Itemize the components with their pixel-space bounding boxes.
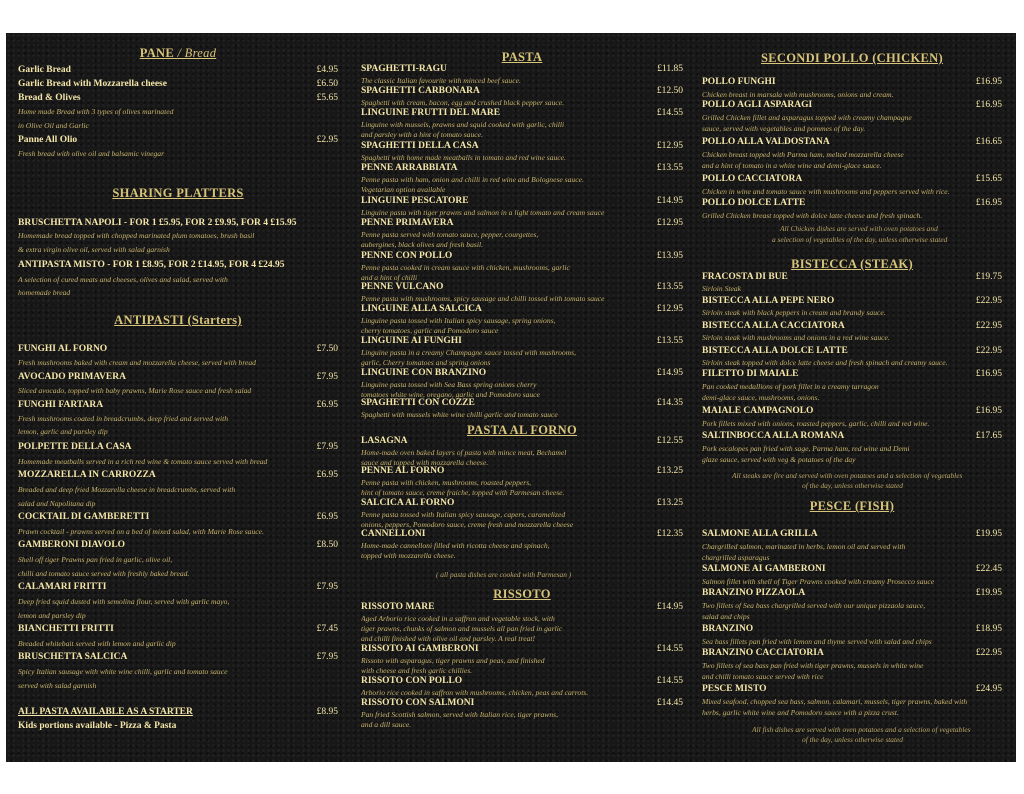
menu-item-vulcano: PENNE VULCANO £13.55 <box>361 282 683 292</box>
item-description: lemon and parsley dip <box>18 611 86 620</box>
item-description: Penne pasta served with tomato sauce, pepper, courgettes, <box>361 230 539 239</box>
item-description: Prawn cocktail - prawns served on a bed of mixed salad, with Marie Rose sauce. <box>18 527 264 536</box>
item-description: salad and chips <box>702 612 750 621</box>
item-description: Fresh mushrooms coated in breadcrumbs, deep fried and served with <box>18 414 229 423</box>
item-description: Homemade meatballs served in a rich red wine & tomato sauce served with bread <box>18 457 268 466</box>
menu-item-bianchetti: BIANCHETTI FRITTI £7.45 <box>18 624 338 634</box>
steak-note: All steaks are fire and served with oven potatoes and a selection of vegetables <box>732 471 963 480</box>
menu-item-garlic-bread: Garlic Bread £4.95 <box>18 65 338 75</box>
menu-item-saltimbocca: SALTINBOCCA ALLA ROMANA £17.65 <box>702 431 1002 441</box>
menu-item-risotto-salmone: RISSOTO CON SALMONI £14.45 <box>361 698 683 708</box>
menu-item-bruschetta-napoli: BRUSCHETTA NAPOLI - FOR 1 £5.95, FOR 2 £9.95, FOR 4 £15.95 <box>18 218 297 228</box>
menu-item-garlic-bread-mozzarella: Garlic Bread with Mozzarella cheese £6.50 <box>18 79 338 89</box>
menu-item-risotto-mare: RISSOTO MARE £14.95 <box>361 602 683 612</box>
chicken-note: All Chicken dishes are served with oven potatoes and <box>780 224 938 233</box>
menu-item-ai-funghi: LINGUINE AI FUNGHI £13.55 <box>361 336 683 346</box>
item-description: Breaded and deep fried Mozzarella cheese in breadcrumbs, served with <box>18 485 236 494</box>
item-description: Sliced avocado, topped with baby prawns, Marie Rose sauce and fresh salad <box>18 386 252 395</box>
item-description: hint of tomato sauce, creme fraiche, topped with Parmesan cheese. <box>361 488 565 497</box>
menu-item-pollo-valdostana: POLLO ALLA VALDOSTANA £16.65 <box>702 137 1002 147</box>
item-description: and a hint of tomato in a white wine and demi-glace sauce. <box>702 161 882 170</box>
menu-item-antipasta-misto: ANTIPASTA MISTO - FOR 1 £8.95, FOR 2 £14.95, FOR 4 £24.95 <box>18 260 285 270</box>
item-description: Deep fried squid dusted with semolina flour, served with garlic mayo, <box>18 597 230 606</box>
item-description: cherry tomatoes, garlic and Pomodoro sauce <box>361 326 499 335</box>
item-description: Breaded whitebait served with lemon and garlic dip <box>18 639 176 648</box>
item-description: Linguine with mussels, prawns and squid cooked with garlic, chilli <box>361 120 565 129</box>
menu-item-risotto-pollo: RISSOTO CON POLLO £14.55 <box>361 676 683 686</box>
item-description: Grilled Chicken fillet and asparagus topped with creamy champagne <box>702 113 912 122</box>
menu-item-branzino-cacciatoria: BRANZINO CACCIATORIA £22.95 <box>702 648 1002 658</box>
menu-item-carbonara: SPAGHETTI CARBONARA £12.50 <box>361 86 683 96</box>
menu-item-con-pollo: PENNE CON POLLO £13.95 <box>361 251 683 261</box>
menu-item-bistecca-pepe: BISTECCA ALLA PEPE NERO £22.95 <box>702 296 1002 306</box>
item-description: aubergines, black olives and fresh basil. <box>361 240 483 249</box>
menu-item-spaghetti-ragu: SPAGHETTI-RAGU £11.85 <box>361 64 683 74</box>
menu-item-pollo-cacciatora: POLLO CACCIATORA £15.65 <box>702 174 1002 184</box>
item-description: Spicy Italian sausage with white wine chilli, garlic and tomato sauce <box>18 667 228 676</box>
item-description: Aged Arborio rice cooked in a saffron and vegetable stock, with <box>361 614 555 623</box>
item-description: Home-made cannelloni filled with ricotta cheese and spinach, <box>361 541 550 550</box>
menu-item-polpette: POLPETTE DELLA CASA £7.95 <box>18 442 338 452</box>
menu-item-funghi-fartara: FUNGHI FARTARA £6.95 <box>18 400 338 410</box>
menu-item-bread-olives: Bread & Olives £5.65 <box>18 93 338 103</box>
item-description: glaze sauce, served with veg & potatoes of the day <box>702 455 856 464</box>
item-description: Linguine pasta with tiger prawns and salmon in a light tomato and cream sauce <box>361 208 605 217</box>
item-description: Sirloin steak topped with dolce latte cheese and fresh spinach and creamy sauce. <box>702 358 948 367</box>
menu-item-maiale: MAIALE CAMPAGNOLO £16.95 <box>702 406 1002 416</box>
item-description: Pan cooked medallions of pork fillet in a creamy tarragon <box>702 382 879 391</box>
item-description: Vegetarian option available <box>361 185 446 194</box>
item-description: Salmon fillet with shell of Tiger Prawns cooked with creamy Prosecco sauce <box>702 577 935 586</box>
menu-item-pollo-asparagi: POLLO AGLI ASPARAGI £16.95 <box>702 100 1002 110</box>
menu-item-funghi-forno: FUNGHI AL FORNO £7.50 <box>18 344 338 354</box>
item-description: Chicken in wine and tomato sauce with mushrooms and peppers served with rice. <box>702 187 950 196</box>
item-description: Two fillets of Sea bass chargrilled served with our unique pizzaola sauce, <box>702 601 926 610</box>
item-description: tomatoes white wine, oregano, garlic and Pomodoro sauce <box>361 390 540 399</box>
menu-item-salcica: LINGUINE ALLA SALCICA £12.95 <box>361 304 683 314</box>
item-description: tiger prawns, chunks of salmon and mussels all pan fried in garlic <box>361 624 563 633</box>
item-description: homemade bread <box>18 288 71 297</box>
item-description: Penne pasta cooked in cream sauce with chicken, mushrooms, garlic <box>361 263 570 272</box>
menu-item-arrabbiata: PENNE ARRABBIATA £13.55 <box>361 163 683 173</box>
item-description: chargrilled asparagus <box>702 553 770 562</box>
menu-item-pollo-funghi: POLLO FUNGHI £16.95 <box>702 77 1002 87</box>
item-description: Grilled Chicken breast topped with dolce latte cheese and fresh spinach. <box>702 211 923 220</box>
menu-item-all-pasta: ALL PASTA AVAILABLE AS A STARTER £8.95 <box>18 707 338 717</box>
menu-item-bistecca-cacciatora: BISTECCA ALLA CACCIATORA £22.95 <box>702 321 1002 331</box>
item-description: and chilli finished with olive oil and parsley. A real treat! <box>361 634 536 643</box>
menu-board <box>6 33 1016 762</box>
item-description: Home made Bread with 3 types of olives marinated <box>18 107 174 116</box>
section-title-pasta: PASTA <box>501 50 543 64</box>
menu-item-salmone: SALMONE ALLA GRILLA £19.95 <box>702 529 1002 539</box>
menu-item-della-casa: SPAGHETTI DELLA CASA £12.95 <box>361 141 683 151</box>
menu-item-salcica-forno: SALCICA AL FORNO £13.25 <box>361 498 683 508</box>
section-title-bistecca: BISTECCA (STEAK) <box>791 257 913 271</box>
item-description: Linguine pasta tossed with Sea Bass spring onions cherry <box>361 380 537 389</box>
item-description: Penne pasta with mushrooms, spicy sausage and chilli tossed with tomato sauce <box>361 294 605 303</box>
fish-note: of the day, unless otherwise stated <box>802 735 903 744</box>
menu-item-frutti-mare: LINGUINE FRUTTI DEL MARE £14.55 <box>361 108 683 118</box>
item-description: Two fillets of sea bass pan fried with tiger prawns, mussels in white wine <box>702 661 924 670</box>
item-description: Arborio rice cooked in saffron with mushrooms, chicken, peas and carrots. <box>361 688 589 697</box>
menu-item-avocado: AVOCADO PRIMAVERA £7.95 <box>18 372 338 382</box>
section-title-risotto: RISSOTO <box>493 587 551 601</box>
item-description: and parsley with a hint of tomato sauce. <box>361 130 483 139</box>
item-description: Homemade bread topped with chopped marinated plum tomatoes, brush basil <box>18 231 255 240</box>
menu-item-fracosta: FRACOSTA DI BUE £19.75 <box>702 272 1002 282</box>
item-description: Sirloin steak with mushrooms and onions in a red wine sauce. <box>702 333 890 342</box>
item-description: in Olive Oil and Garlic <box>18 121 89 130</box>
item-description: sauce and topped with mozzarella cheese. <box>361 458 489 467</box>
item-description: Penne pasta tossed with Italian spicy sausage, capers, caramelized <box>361 510 566 519</box>
item-description: A selection of cured meats and cheeses, olives and salad, served with <box>18 275 228 284</box>
item-description: served with salad garnish <box>18 681 97 690</box>
item-description: Mixed seafood, chopped sea bass, salmon, calamari, mussels, tiger prawns, baked with <box>702 697 968 706</box>
item-description: sauce, served with vegetables and pommes of the day. <box>702 124 866 133</box>
item-description: salad and Napolitana dip <box>18 499 96 508</box>
item-description: Home-made oven baked layers of pasta with mince meat, Bechamel <box>361 448 567 457</box>
section-title-sharing: SHARING PLATTERS <box>112 186 244 200</box>
menu-item-panne-olio: Panne All Olio £2.95 <box>18 135 338 145</box>
item-description: Penne pasta with chicken, mushrooms, roasted peppers, <box>361 478 532 487</box>
item-description: The classic Italian favourite with minced beef sauce. <box>361 76 521 85</box>
menu-item-branzino-linguine: LINGUINE CON BRANZINO £14.95 <box>361 368 683 378</box>
item-description: & extra virgin olive oil, served with salad garnish <box>18 245 170 254</box>
item-description: Pan fried Scottish salmon, served with Italian rice, tiger prawns, <box>361 710 559 719</box>
menu-item-lasagna: LASAGNA £12.55 <box>361 436 683 446</box>
steak-note: of the day, unless otherwise stated <box>802 481 903 490</box>
menu-item-branzino-pizzaola: BRANZINO PIZZAOLA £19.95 <box>702 588 1002 598</box>
fish-note: All fish dishes are served with oven potatoes and a selection of vegetables <box>752 725 971 734</box>
menu-item-pescatore: LINGUINE PESCATORE £14.95 <box>361 196 683 206</box>
menu-item-penne-forno: PENNE AL FORNO £13.25 <box>361 466 683 476</box>
item-description: lemon, garlic and parsley dip <box>18 427 108 436</box>
menu-item-cocktail: COCKTAIL DI GAMBERETTI £6.95 <box>18 512 338 522</box>
menu-item-branzino: BRANZINO £18.95 <box>702 624 1002 634</box>
item-description: Sirloin steak with black peppers in cream and brandy sauce. <box>702 308 886 317</box>
item-description: Linguine pasta tossed with Italian spicy sausage, spring onions, <box>361 316 556 325</box>
item-description: garlic, Cherry tomatoes and spring onions <box>361 358 491 367</box>
item-description: Fresh bread with olive oil and balsamic vinegar <box>18 149 165 158</box>
item-description: Pork fillets mixed with onions, roasted peppers, garlic, chilli and red wine. <box>702 419 930 428</box>
menu-item-pesce-misto: PESCE MISTO £24.95 <box>702 684 1002 694</box>
menu-item-gamberoni: GAMBERONI DIAVOLO £8.50 <box>18 540 338 550</box>
item-description: Chicken breast in marsala with mushrooms, onions and cream. <box>702 90 894 99</box>
chicken-note: a selection of vegetables of the day, unless otherwise stated <box>772 235 948 244</box>
item-description: Chargrilled salmon, marinated in herbs, lemon oil and served with <box>702 542 906 551</box>
menu-item-bruschetta-salcica: BRUSCHETTA SALCICA £7.95 <box>18 652 338 662</box>
item-description: Shell off tiger Prawns pan fried in garlic, olive oil, <box>18 555 173 564</box>
menu-item-cannelloni: CANNELLONI £12.35 <box>361 529 683 539</box>
menu-item-calamari: CALAMARI FRITTI £7.95 <box>18 582 338 592</box>
item-description: Spaghetti with mussels white wine chilli garlic and tomato sauce <box>361 410 558 419</box>
item-description: demi-glace sauce, mushrooms, onions. <box>702 393 820 402</box>
section-title-pasta-forno: PASTA AL FORNO <box>466 423 577 437</box>
item-description: and a dill sauce. <box>361 720 412 729</box>
section-title-pesce: PESCE (FISH) <box>809 499 895 513</box>
menu-item-mozzarella: MOZZARELLA IN CARROZZA £6.95 <box>18 470 338 480</box>
item-description: Spaghetti with home made meatballs in tomato and red wine sauce. <box>361 153 566 162</box>
item-description: with cheese and fresh garlic chillies. <box>361 666 473 675</box>
menu-item-kids: Kids portions available - Pizza & Pasta <box>18 721 177 731</box>
item-description: and chilli tomato sauce served with rice <box>702 672 824 681</box>
item-description: Spaghetti with cream, bacon, egg and crushed black pepper sauce. <box>361 98 565 107</box>
item-description: Pork escalopes pan fried with sage, Parma ham, red wine and Demi <box>702 444 910 453</box>
item-description: Linguine pasta in a creamy Champagne sauce tossed with mushrooms, <box>361 348 577 357</box>
section-title-pane: PANE / Bread <box>139 46 217 60</box>
section-title-antipasti: ANTIPASTI (Starters) <box>114 313 242 327</box>
item-description: Sea bass fillets pan fried with lemon and thyme served with salad and chips <box>702 637 932 646</box>
item-description: chilli and tomato sauce served with freshly baked bread. <box>18 569 190 578</box>
menu-item-bistecca-dolce: BISTECCA ALLA DOLCE LATTE £22.95 <box>702 346 1002 356</box>
menu-item-primavera: PENNE PRIMAVERA £12.95 <box>361 218 683 228</box>
item-description: topped with mozzarella cheese. <box>361 551 456 560</box>
menu-item-filetto: FILETTO DI MAIALE £16.95 <box>702 369 1002 379</box>
item-description: onions, peppers, Pomodoro sauce, creme fresh and mozzarella cheese <box>361 520 574 529</box>
item-description: Fresh mushrooms baked with cream and mozzarella cheese, served with bread <box>18 358 256 367</box>
item-description: herbs, garlic white wine and Pomodoro sauce with a pizza crust. <box>702 708 899 717</box>
item-description: Chicken breast topped with Parma ham, melted mozzarella cheese <box>702 150 904 159</box>
item-description: and a hint of chilli <box>361 273 418 282</box>
menu-item-risotto-gamberoni: RISSOTO AI GAMBERONI £14.55 <box>361 644 683 654</box>
menu-item-pollo-dolce: POLLO DOLCE LATTE £16.95 <box>702 198 1002 208</box>
item-description: Sirloin Steak <box>702 284 742 293</box>
item-description: Penne pasta with ham, onion and chilli in red wine and Bolognese sauce. <box>361 175 584 184</box>
section-title-pollo: SECONDI POLLO (CHICKEN) <box>761 51 943 65</box>
item-description: Rissoto with asparagus, tiger prawns and peas, and finished <box>361 656 545 665</box>
menu-item-cozze: SPAGHETTI CON COZZE £14.35 <box>361 398 683 408</box>
menu-item-salmone-gamberoni: SALMONE AI GAMBERONI £22.45 <box>702 564 1002 574</box>
pasta-parmesan-note: ( all pasta dishes are cooked with Parmesan ) <box>436 570 572 579</box>
